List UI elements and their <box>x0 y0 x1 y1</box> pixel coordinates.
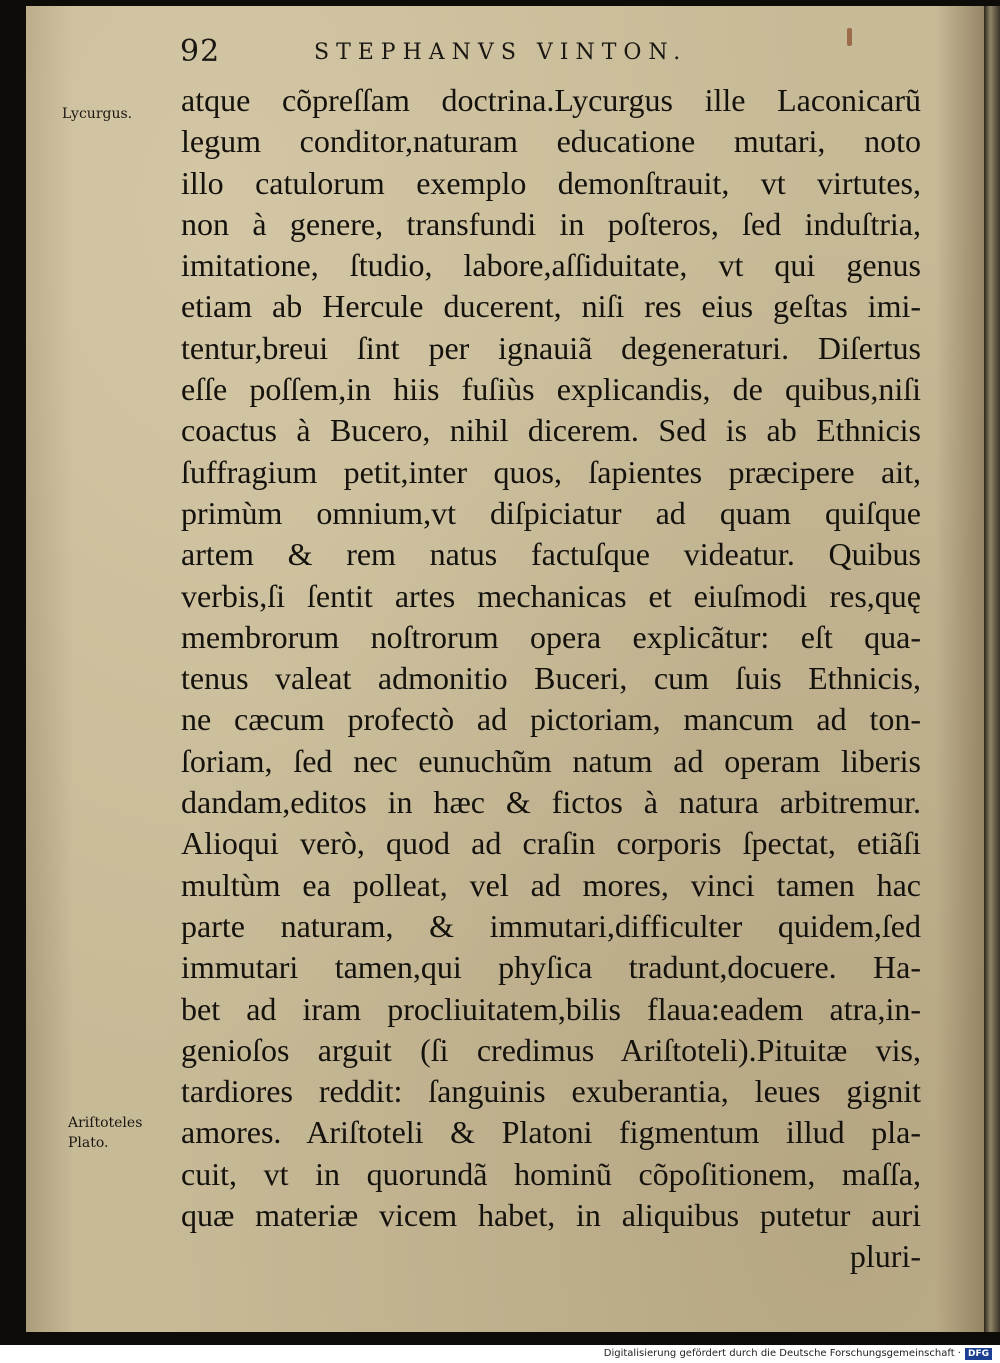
text-line: atque cõpreſſam doctrina.Lycurgus ille Laconicarũ <box>181 82 921 118</box>
text-line: ſuffragium petit,inter quos, ſapientes præcipere ait, <box>181 453 921 490</box>
text-line: amores. Ariſtoteli & Platoni figmentum illud pla- <box>181 1114 921 1151</box>
scan-bottom-border <box>26 1332 1000 1345</box>
text-line: non à genere, transfundi in poſteros, ſed induſtria, <box>181 205 921 242</box>
text-line: bet ad iram procliuitatem,bilis flaua:eadem atra,in- <box>181 990 921 1027</box>
text-line: primùm omnium,vt diſpiciatur ad quam quiſque <box>181 494 921 531</box>
text-line: etiam ab Hercule ducerent, niſi res eius geſtas imi- <box>181 288 921 325</box>
running-head: STEPHANVS VINTON. <box>314 40 688 65</box>
page-number: 92 <box>180 34 221 69</box>
text-line: ſoriam, ſed nec eunuchũm natum ad operam liberis <box>181 742 921 779</box>
margin-note-aristoteles-plato <box>68 1113 142 1153</box>
text-line: multùm ea polleat, vel ad mores, vinci tamen hac <box>181 866 921 903</box>
margin-note-line: Plato. <box>68 1135 109 1151</box>
text-line: tenus valeat admonitio Buceri, cum ſuis Ethnicis, <box>181 660 921 697</box>
margin-note-line: Ariſtoteles <box>68 1115 143 1131</box>
text-line: verbis,ſi ſentit artes mechanicas et eiuſmodi res,quę <box>181 577 921 614</box>
text-line: parte naturam, & immutari,difficulter quidem,ſed <box>181 907 921 944</box>
text-line: coactus à Bucero, nihil dicerem. Sed is ab Ethnicis <box>181 412 921 449</box>
text-line: illo catulorum exemplo demonſtrauit, vt virtutes, <box>181 164 921 201</box>
text-line: genioſos arguit (ſi credimus Ariſtoteli).Pituitæ vis, <box>181 1031 921 1068</box>
body-text <box>181 80 921 1278</box>
text-line: artem & rem natus factuſque videatur. Quibus <box>181 536 921 573</box>
catchword: pluri- <box>849 1238 921 1275</box>
text-line: eſſe poſſem,in hiis fuſiùs explicandis, de quibus,niſi <box>181 371 921 408</box>
text-line: legum conditor,naturam educatione mutari, noto <box>181 123 921 160</box>
funding-notice: Digitalisierung gefördert durch die Deutsche Forschungsgemeinschaft · <box>603 1348 961 1359</box>
margin-note-lycurgus <box>62 104 132 124</box>
ink-stain <box>847 28 852 46</box>
text-line: Alioqui verò, quod ad craſin corporis ſpectat, etiãſi <box>181 825 921 862</box>
margin-note-line: Lycurgus. <box>62 106 133 122</box>
digitization-footer <box>604 1347 992 1361</box>
text-line: ne cæcum profectò ad pictoriam, mancum ad ton- <box>181 701 921 738</box>
text-line: membrorum noſtrorum opera explicãtur: eſt qua- <box>181 618 921 655</box>
text-line: imitatione, ſtudio, labore,aſſiduitate, vt qui genus <box>181 247 921 284</box>
text-line: tentur,breui ſint per ignauiã degeneraturi. Diſertus <box>181 329 921 366</box>
text-line: quæ materiæ vicem habet, in aliquibus putetur auri <box>181 1197 921 1234</box>
text-line: dandam,editos in hæc & fictos à natura arbitremur. <box>181 784 921 821</box>
dfg-logo[interactable]: DFG <box>965 1348 992 1360</box>
page-edge <box>984 6 1000 1332</box>
text-line: immutari tamen,qui phyſica tradunt,docuere. Ha- <box>181 949 921 986</box>
text-line: tardiores reddit: ſanguinis exuberantia, leues gignit <box>181 1073 921 1110</box>
text-line: cuit, vt in quorundã hominũ cõpoſitionem, maſſa, <box>181 1155 921 1192</box>
